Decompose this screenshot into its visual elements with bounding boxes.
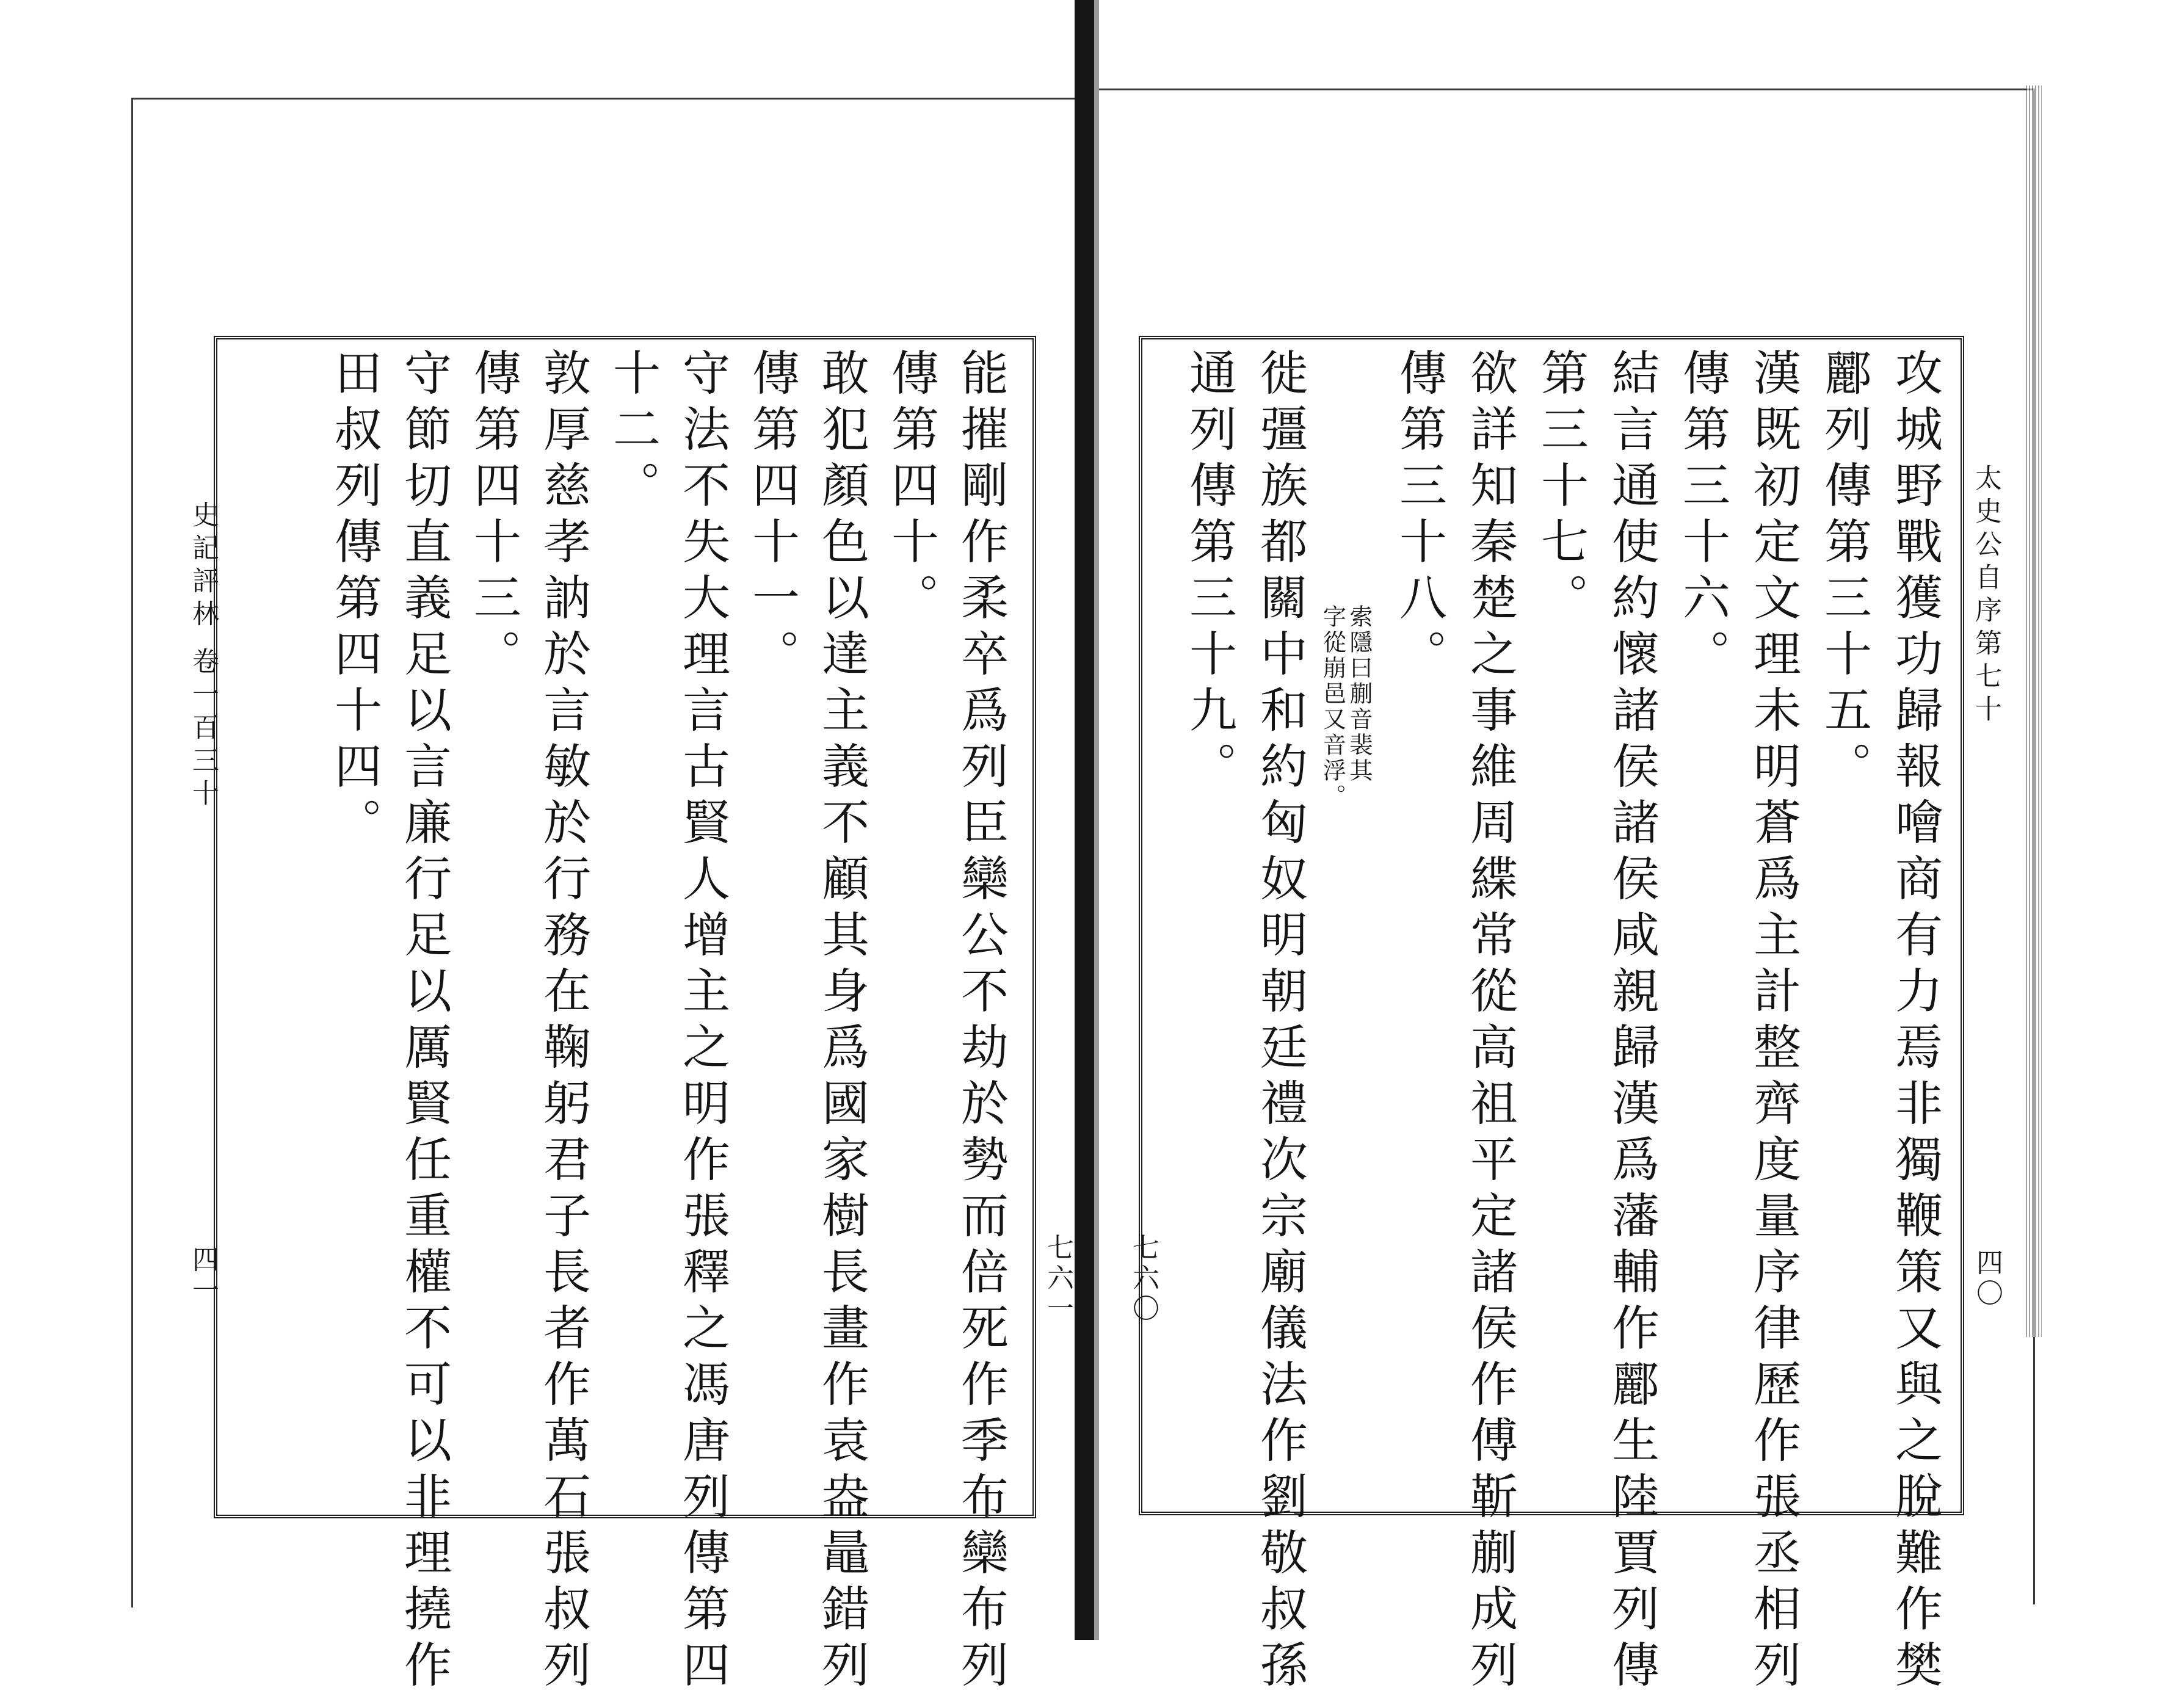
text-column: 結言通使約懷諸侯諸侯咸親歸漢爲藩輔作酈生陸賈列傳	[1604, 348, 1659, 1696]
text-column: 守節切直義足以言廉行足以厲賢任重權不可以非理撓作	[396, 348, 451, 1696]
text-column: 能摧剛作柔卒爲列臣欒公不劫於勢而倍死作季布欒布列	[953, 348, 1008, 1696]
left-page-number: 四一	[187, 1245, 219, 1306]
text-column: 第三十七。	[1533, 348, 1588, 629]
right-running-head: 太史公自序第七十	[1970, 464, 2001, 728]
text-column: 田叔列傳第四十四。	[327, 348, 382, 853]
text-column: 通列傳第三十九。	[1181, 348, 1236, 797]
text-column: 酈列傳第三十五。	[1816, 348, 1871, 797]
text-column: 傳第四十三。	[466, 348, 521, 685]
text-column: 敢犯顏色以達主義不顧其身爲國家樹長畫作袁盎鼂錯列	[814, 348, 869, 1696]
gutter-shadow	[1094, 0, 1099, 1640]
right-page-number: 四〇	[1972, 1248, 2003, 1310]
text-column: 徙彊族都關中和約匈奴明朝廷禮次宗廟儀法作劉敬叔孫	[1252, 348, 1307, 1696]
book-gutter	[1075, 0, 1094, 1640]
text-column: 漢既初定文理未明蒼爲主計整齊度量序律歷作張丞相列	[1746, 348, 1801, 1696]
text-column: 欲詳知秦楚之事維周緤常從高祖平定諸侯作傅靳蒯成列	[1462, 348, 1517, 1696]
text-column: 攻城野戰獲功歸報噲商有力焉非獨鞭策又與之脫難作樊	[1887, 348, 1942, 1696]
text-column: 傳第四十一。	[744, 348, 799, 685]
page-stack-edge	[2026, 85, 2042, 1337]
text-column: 傳第三十八。	[1391, 348, 1446, 685]
left-text-columns	[241, 348, 1008, 1696]
right-text-columns	[1160, 348, 1942, 1696]
text-column: 守法不失大理言古賢人增主之明作張釋之馮唐列傳第四	[675, 348, 730, 1696]
text-column: 敦厚慈孝訥於言敏於行務在鞠躬君子長者作萬石張叔列	[535, 348, 590, 1696]
left-running-head: 史記評林 卷一百三十	[187, 501, 219, 812]
commentary-note: 索隱曰蒯音裴其 字從崩邑又音浮。	[1319, 604, 1373, 810]
left-folio: 七六一	[1042, 1233, 1073, 1325]
text-column: 十二。	[605, 348, 660, 516]
text-column: 傳第三十六。	[1675, 348, 1730, 685]
text-column: 傳第四十。	[883, 348, 938, 629]
right-folio: 七六〇	[1128, 1233, 1159, 1325]
